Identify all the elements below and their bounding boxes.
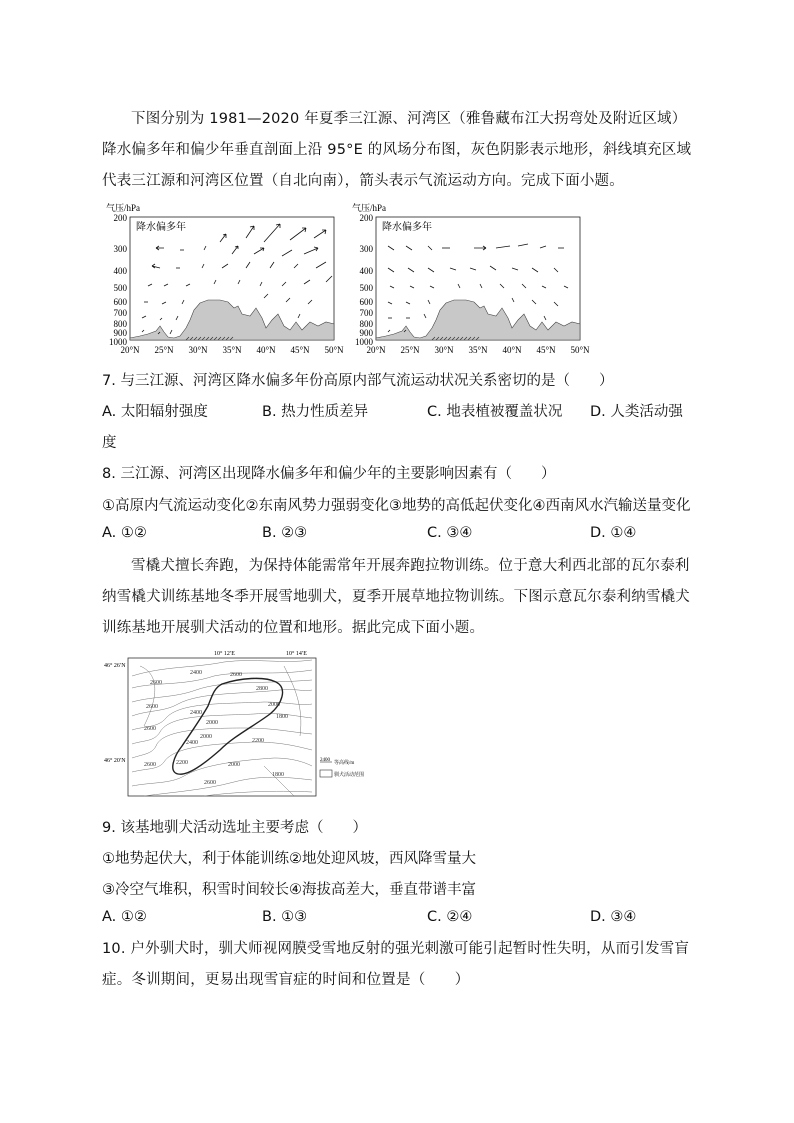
q9-item-line-1: ①地势起伏大，利于体能训练②地处迎风坡，西风降雪量大 (102, 851, 476, 867)
svg-text:50°N: 50°N (570, 345, 590, 355)
svg-text:400: 400 (113, 266, 127, 276)
q7-option-a[interactable]: A. 太阳辐射强度 (102, 404, 208, 420)
map-legend (320, 758, 364, 778)
svg-text:2600: 2600 (204, 780, 216, 786)
svg-text:2400: 2400 (186, 740, 198, 746)
svg-text:1000: 1000 (109, 337, 127, 347)
q9-item-line-2: ③冷空气堆积，积雪时间较长④海拔高差大，垂直带谱丰富 (102, 882, 476, 898)
svg-text:300: 300 (359, 244, 373, 254)
svg-text:40°N: 40°N (256, 345, 276, 355)
q8-option-b[interactable]: B. ②③ (262, 525, 308, 541)
svg-text:46° 20′N: 46° 20′N (104, 758, 126, 764)
svg-text:46° 26′N: 46° 26′N (104, 663, 126, 669)
q7-stem: 7. 与三江源、河湾区降水偏多年份高原内部气流运动状况关系密切的是（ ） (102, 373, 614, 389)
svg-text:800: 800 (359, 319, 373, 329)
svg-text:10° 14′E: 10° 14′E (286, 651, 307, 657)
svg-text:200: 200 (359, 213, 373, 223)
q9-option-a[interactable]: A. ①② (102, 909, 147, 925)
svg-text:25°N: 25°N (400, 345, 420, 355)
svg-text:50°N: 50°N (324, 345, 344, 355)
svg-text:30°N: 30°N (188, 345, 208, 355)
svg-text:2600: 2600 (146, 704, 158, 710)
svg-text:2400: 2400 (190, 670, 202, 676)
topographic-map (104, 646, 365, 802)
right-panel-label: 降水偏多年 (382, 222, 432, 233)
svg-text:35°N: 35°N (222, 345, 242, 355)
svg-text:10° 12′E: 10° 12′E (214, 651, 235, 657)
q9-option-c[interactable]: C. ②④ (427, 909, 473, 925)
svg-text:35°N: 35°N (468, 345, 488, 355)
svg-text:2000: 2000 (206, 720, 218, 726)
svg-text:2600: 2600 (144, 726, 156, 732)
svg-text:2000: 2000 (228, 762, 240, 768)
q9-option-b[interactable]: B. ①③ (262, 909, 308, 925)
svg-text:2400: 2400 (320, 758, 330, 763)
svg-text:2600: 2600 (230, 672, 242, 678)
svg-text:2600: 2600 (144, 762, 156, 768)
svg-text:900: 900 (113, 328, 127, 338)
svg-text:30°N: 30°N (434, 345, 454, 355)
svg-text:1000: 1000 (355, 337, 373, 347)
svg-text:45°N: 45°N (290, 345, 310, 355)
q7-option-b[interactable]: B. 热力性质差异 (262, 404, 369, 420)
svg-text:1800: 1800 (276, 714, 288, 720)
left-wind-panel (106, 202, 344, 355)
q8-option-c[interactable]: C. ③④ (427, 525, 473, 541)
svg-text:2800: 2800 (256, 686, 268, 692)
q8-items: ①高原内气流运动变化②东南风势力强弱变化③地势的高低起伏变化④西南风水汽输送量变化 (102, 498, 691, 514)
svg-text:驯犬活动范围: 驯犬活动范围 (334, 773, 365, 778)
svg-text:2600: 2600 (150, 680, 162, 686)
q8-option-a[interactable]: A. ①② (102, 525, 147, 541)
svg-text:20°N: 20°N (120, 345, 140, 355)
q7-option-d[interactable]: D. 人类活动强 (590, 404, 683, 420)
left-panel-label: 降水偏多年 (136, 222, 186, 233)
svg-text:1800: 1800 (272, 772, 284, 778)
svg-text:等高线/m: 等高线/m (334, 761, 355, 766)
intro-paragraph-1: 下图分别为 1981—2020 年夏季三江源、河湾区（雅鲁藏布江大拐弯处及附近区域）降水偏多年和偏少年垂直剖面上沿 95°E 的风场分布图，灰色阴影表示地形，斜线填充区域代表三江源和河湾区位置（自北向南），箭头表示气流运动方向。完成下面小题。 (102, 111, 692, 189)
q8-stem: 8. 三江源、河湾区出现降水偏多年和偏少年的主要影响因素有（ ） (102, 466, 556, 482)
svg-text:400: 400 (359, 266, 373, 276)
right-ylabel: 气压/hPa (352, 203, 387, 213)
svg-text:700: 700 (359, 308, 373, 318)
svg-text:2400: 2400 (190, 710, 202, 716)
svg-text:500: 500 (359, 283, 373, 293)
svg-text:20°N: 20°N (366, 345, 386, 355)
svg-text:200: 200 (113, 213, 127, 223)
svg-text:300: 300 (113, 244, 127, 254)
svg-text:700: 700 (113, 308, 127, 318)
svg-text:900: 900 (359, 328, 373, 338)
svg-text:2200: 2200 (176, 760, 188, 766)
q7-option-d-continued: 度 (102, 435, 117, 451)
svg-text:2200: 2200 (252, 738, 264, 744)
svg-text:500: 500 (113, 283, 127, 293)
svg-text:2000: 2000 (268, 702, 280, 708)
left-ylabel: 气压/hPa (106, 203, 141, 213)
svg-text:600: 600 (359, 297, 373, 307)
svg-text:45°N: 45°N (536, 345, 556, 355)
intro-paragraph-2: 雪橇犬擅长奔跑，为保持体能需常年开展奔跑拉物训练。位于意大利西北部的瓦尔泰利纳雪橇犬训练基地冬季开展雪地驯犬，夏季开展草地拉物训练。下图示意瓦尔泰利纳雪橇犬训练基地开展驯犬活动的位置和地形。据此完成下面小题。 (102, 558, 690, 636)
svg-text:40°N: 40°N (502, 345, 522, 355)
q9-option-d[interactable]: D. ③④ (590, 909, 637, 925)
q7-option-c[interactable]: C. 地表植被覆盖状况 (427, 404, 563, 420)
svg-text:2000: 2000 (200, 734, 212, 740)
svg-text:25°N: 25°N (154, 345, 174, 355)
q8-option-d[interactable]: D. ①④ (590, 525, 637, 541)
q9-stem: 9. 该基地驯犬活动选址主要考虑（ ） (102, 820, 367, 836)
wind-profile-figure (104, 202, 594, 358)
q10-stem: 10. 户外驯犬时，驯犬师视网膜受雪地反射的强光刺激可能引起暂时性失明，从而引发雪盲症。冬训期间，更易出现雪盲症的时间和位置是（ ） (102, 941, 690, 988)
right-wind-panel (352, 202, 590, 355)
svg-text:600: 600 (113, 297, 127, 307)
svg-text:800: 800 (113, 319, 127, 329)
